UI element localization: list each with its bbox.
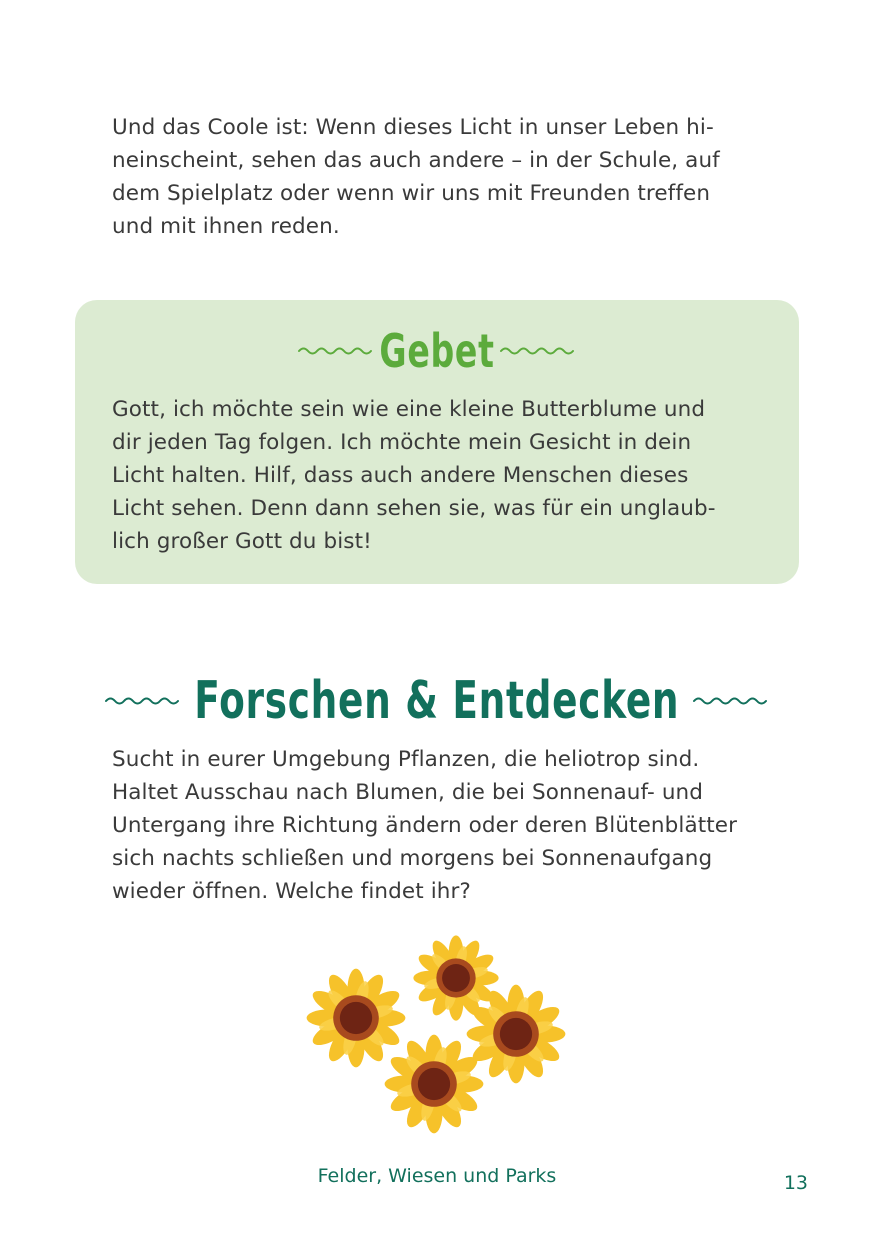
prayer-line: dir jeden Tag folgen. Ich möchte mein Gesicht in dein — [112, 430, 692, 455]
explore-heading — [0, 668, 874, 734]
prayer-line: Licht sehen. Denn dann sehen sie, was für ein unglaub- — [112, 496, 716, 521]
wave-ornament-left — [297, 344, 375, 358]
prayer-line: lich großer Gott du bist! — [112, 529, 372, 554]
explore-line: Untergang ihre Richtung ändern oder deren Blütenblätter — [112, 813, 738, 838]
wave-ornament-left — [104, 694, 182, 708]
intro-line: Und das Coole ist: Wenn dieses Licht in unser Leben hi- — [112, 115, 714, 140]
page-number: 13 — [783, 1172, 808, 1194]
explore-title: Forschen & Entdecken — [194, 671, 680, 731]
intro-line: und mit ihnen reden. — [112, 214, 340, 239]
intro-line: neinscheint, sehen das auch andere – in der Schule, auf — [112, 148, 720, 173]
wave-ornament-right — [499, 344, 577, 358]
prayer-line: Licht halten. Hilf, dass auch andere Menschen dieses — [112, 463, 689, 488]
sunflower-left — [307, 969, 406, 1068]
explore-line: Haltet Ausschau nach Blumen, die bei Sonnenauf- und — [112, 780, 704, 805]
page-caption: Felder, Wiesen und Parks — [317, 1165, 557, 1187]
intro-paragraph — [112, 111, 772, 243]
prayer-paragraph — [112, 393, 772, 558]
explore-line: Sucht in eurer Umgebung Pflanzen, die heliotrop sind. — [112, 747, 700, 772]
intro-line: dem Spielplatz oder wenn wir uns mit Freunden treffen — [112, 181, 711, 206]
prayer-line: Gott, ich möchte sein wie eine kleine Butterblume und — [112, 397, 706, 422]
prayer-heading — [0, 322, 874, 380]
explore-line: sich nachts schließen und morgens bei Sonnenaufgang — [112, 846, 713, 871]
sunflower-bottom — [385, 1035, 484, 1134]
prayer-title: Gebet — [379, 324, 495, 378]
sunflower-illustration — [296, 926, 580, 1146]
explore-paragraph — [112, 743, 772, 908]
sunflower-top — [413, 935, 498, 1020]
explore-line: wieder öffnen. Welche findet ihr? — [112, 879, 471, 904]
wave-ornament-right — [692, 694, 770, 708]
